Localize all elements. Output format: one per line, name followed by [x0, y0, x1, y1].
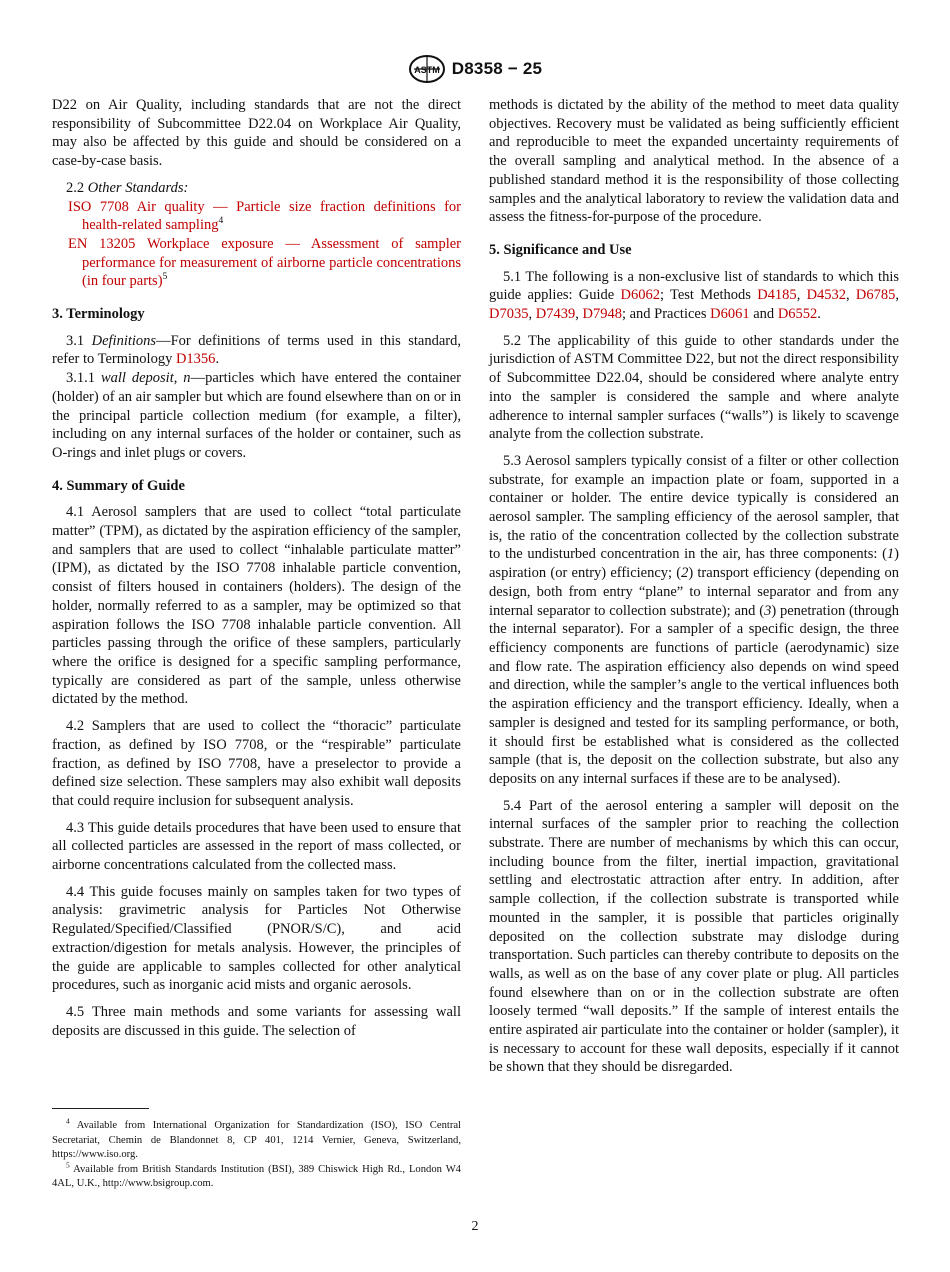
paragraph-5-1: 5.1 The following is a non-exclusive list of standards to which this guide applies: Guide D6062; Test Methods D4185, D4532, D6785, D7035, D7439, D7948; and Practices D6061 and D6552.	[489, 268, 900, 323]
ref-title-link[interactable]: Workplace exposure — Assessment of sampler performance for measurement of airborne particle concentrations (in four parts)	[82, 235, 461, 290]
link-d7439[interactable]: D7439	[535, 306, 576, 323]
paragraph-5-2: 5.2 The applicability of this guide to other standards under the jurisdiction of ASTM Committee D22, but not the direct responsibility of Subcommittee D22.04, should be considered where analyte entry into the sampler is considered the sample and where analyte adherence to internal sampler surfaces (“walls”) is likely to scavenge analyte from the collection substrate.	[489, 332, 899, 443]
standard-designation: D8358 − 25	[451, 59, 543, 78]
link-d4532[interactable]: D4532	[806, 287, 847, 304]
paragraph-4-4: 4.4 This guide focuses mainly on samples taken for two types of analysis: gravimetric analysis for Particles Not Otherwise Regulated/Specified/Classified (PNOR/S/C), and acid extraction/digestion for metals analysis. However, the principles of the guide are applicable to samples collected for other analytical procedures, such as inorganic acid mists and organic aerosols.	[52, 883, 461, 994]
link-d7948[interactable]: D7948	[582, 306, 622, 323]
paragraph: methods is dictated by the ability of the method to meet data quality objectives. Recovery must be validated as being sufficiently efficient and reproducible to meet the expanded uncertainty requirements of the overall sampling and analytical method. In the absence of a published standard method it is the responsibility of those collecting samples and the analytical laboratory to review the validation data and assess the fitness-for-purpose of the procedure.	[489, 97, 899, 226]
paragraph: D22 on Air Quality, including standards that are not the direct responsibility of Subcommittee D22.04 on Workplace Air Quality, may also be affected by this guide and should be considered on a case-by-case basis.	[52, 97, 461, 170]
footnote-4: $^4$ Available from International Organization for Standardization (ISO), ISO Central Secretariat, Chemin de Blandonnet 8, CP 401, 1214 Vernier, Geneva, Switzerland, https://www.iso.org.	[52, 1116, 461, 1160]
page-header	[0, 52, 950, 86]
paragraph-4-3: 4.3 This guide details procedures that have been used to ensure that all collected particles are assessed in the report of mass collected, or airborne concentrations calculated from the collected mass.	[52, 819, 461, 874]
footnotes	[52, 1116, 461, 1192]
link-d6061[interactable]: D6061	[710, 306, 750, 323]
paragraph-5-4: 5.4 Part of the aerosol entering a sampler will deposit on the internal surfaces of the sampler prior to reaching the collection substrate. There are number of mechanisms by which this can occur, including bounce from the filter, inertial impaction, gravitational settling and electrostatic attraction after entry. In addition, after sample collection, if the collection substrate is transported while mounted in the sampler, it is possible that particles originally deposited on the collection substrate may dislodge during transportation. Such particles can thereby contribute to deposits on the walls, as well as on the base of any cover plate or plug. All particles found elsewhere than on or in the collection substrate are often loosely termed “wall deposits.” If the sample of interest entails the entire aspirated air particulate into the container or holder (sampler), it is necessary to account for these wall deposits, especially if it cannot be shown that they should be disregarded.	[489, 797, 899, 1076]
paragraph-4-5: 4.5 Three main methods and some variants for assessing wall deposits are discussed in this guide. The selection of	[52, 1003, 461, 1039]
link-d6785[interactable]: D6785	[855, 287, 896, 304]
paragraph-3-1-1: 3.1.1 wall deposit, n—particles which have entered the container (holder) of an air sampler but which are found elsewhere than on or in the principal particle collection medium (for example, a filter), including on any internal surfaces of the holder or container, such as O-rings and inlet plugs or covers.	[52, 370, 461, 461]
link-d1356[interactable]: D1356	[175, 351, 216, 368]
reference-en-13205	[52, 235, 461, 291]
link-d6552[interactable]: D6552	[777, 306, 818, 323]
section-heading-summary: 4. Summary of Guide	[52, 477, 185, 494]
ref-title-link[interactable]: Air quality — Particle size fraction definitions for health-related sampling	[82, 198, 461, 234]
section-heading-significance: 5. Significance and Use	[489, 241, 632, 258]
link-d4185[interactable]: D4185	[757, 287, 797, 304]
footnote-5: $^5$ Available from British Standards Institution (BSI), 389 Chiswick High Rd., London W4 4AL, U.K., http://www.bsigroup.com.	[52, 1159, 461, 1189]
paragraph-4-2: 4.2 Samplers that are used to collect the “thoracic” particulate fraction, as defined by ISO 7708, or the “respirable” particulate fraction, as defined by ISO 7708, have a preselector to provide a defined size selection. These samplers may also exhibit wall deposits that could require inclusion for subsequent analysis.	[52, 718, 461, 809]
link-d6062[interactable]: D6062	[620, 287, 660, 304]
section-heading-terminology: 3. Terminology	[52, 306, 145, 323]
link-d7035[interactable]: D7035	[489, 306, 529, 323]
ref-code-link[interactable]: EN 13205	[68, 235, 136, 252]
right-column	[489, 96, 899, 1077]
footnote-divider	[52, 1108, 149, 1109]
reference-iso-7708	[52, 198, 461, 235]
paragraph-4-1: 4.1 Aerosol samplers that are used to collect “total particulate matter” (TPM), as dictated by the aspiration efficiency of the sampler, and samplers that are used to collect “inhalable particulate matter” (IPM), as dictated by the ISO 7708 inhalable particle convention, consist of filters housed in containers (holders). The design of the holder, normally referred to as a sampler, may be optimized so that aspiration follows the ISO 7708 inhalable particle convention. All particles passing through the orifice of these samplers, particularly where the orifice is designed for a specific sampling performance, typically are considered as part of the sample, unless otherwise dictated by the method.	[52, 504, 461, 708]
svg-text:ASTM: ASTM	[414, 65, 440, 75]
left-column	[52, 96, 461, 1040]
footnote-marker: 4	[218, 216, 224, 227]
page-number: 2	[471, 1219, 479, 1234]
footnote-marker: 5	[162, 272, 168, 283]
ref-code-link[interactable]: ISO 7708	[68, 198, 129, 215]
subsection-2-2: 2.2 Other Standards:	[66, 179, 189, 196]
paragraph-5-3: 5.3 Aerosol samplers typically consist of a filter or other collection substrate, for example an impaction plate or foam, supported in a container or holder. The entire device typically is considered an aerosol sampler. The sampling efficiency of the aerosol sampler, that is, the ratio of the concentration collected by the collection substrate to the undisturbed concentration in the air, has three components: (1) aspiration (or entry) efficiency; (2) transport efficiency (depending on design, both from entry “plane” to internal separator and from any internal separator to collection substrate); and (3) penetration (through the internal separator). For a sampler of a specific design, the three efficiency components are functions of particle (aerodynamic) size and flow rate. The aspiration efficiency also depends on wind speed and direction, while the sampler’s angle to the vertical influences both the aspiration efficiency and the transport efficiency. Ideally, when a sampler is designed and tested for its sampling performance, or both, it should first be established what is considered as the collected sample (that is, the deposit on the collection substrate, but also any deposits on any internal surfaces if these are to be analysed).	[489, 452, 899, 787]
paragraph-3-1: 3.1 Definitions—For definitions of terms used in this standard, refer to Terminology D1356.	[52, 332, 462, 368]
astm-logo-icon	[408, 54, 446, 84]
